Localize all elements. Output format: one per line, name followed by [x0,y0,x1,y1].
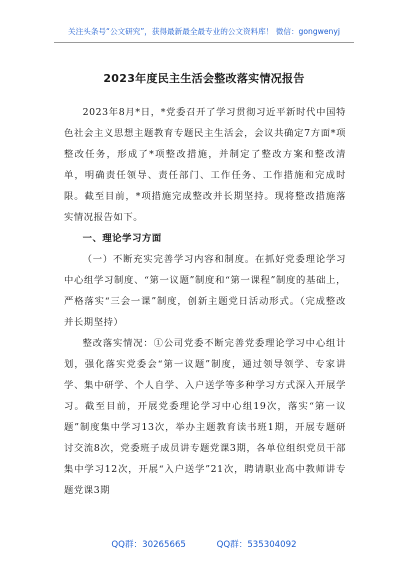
document-body [64,102,346,501]
header-divider [54,42,354,43]
header-promo-note: 关注头条号“公文研究”，获得最新最全最专业的公文资料库！ 微信：gongwenyj [68,27,340,36]
section-heading-theory-study: 一、理论学习方面 [82,233,162,244]
intro-paragraph: 2023年8月*日，*党委召开了学习贯彻习近平新时代中国特色社会主义思想主题教育专题民主生活会，会议共确定7方面*项整改任务，形成了*项整改措施，并制定了整改方案和整改清单，明确责任领导、责任部门、工作任务、工作措施和完成时限。截至目前，*项措施完成整改并长期坚持。现将整改措施落实情况报告如下。 [64,107,346,223]
footer-qq-group-1: QQ群：30265665 [111,540,186,550]
subsection-paragraph: （一）不断充实完善学习内容和制度。在抓好党委理论学习中心组学习制度、“第一议题”制度和“第一课程”制度的基础上，严格落实“三会一课”制度，创新主题党日活动形式。（完成整改并长期坚持） [64,254,346,328]
document-title: 2023年度民主生活会整改落实情况报告 [103,72,305,85]
footer-qq-group-2: QQ群：535304092 [216,540,297,550]
rectification-paragraph: 整改落实情况：①公司党委不断完善党委理论学习中心组计划，强化落实党委会“第一议题”制度，通过领导领学、专家讲学、集中研学、个人自学、入户送学等多种学习方式深入开展学习。截至目前，开展党委理论学习中心组19次，落实“第一议题”制度集中学习13次，举办主题教育读书班1期，开展专题研讨交流8次，党委班子成员讲专题党课3期，各单位组织党员干部集中学习12次，开展“入户送学”21次，聘请职业高中教师讲专题党课3期 [64,338,346,496]
footer-qq-groups [0,538,408,550]
